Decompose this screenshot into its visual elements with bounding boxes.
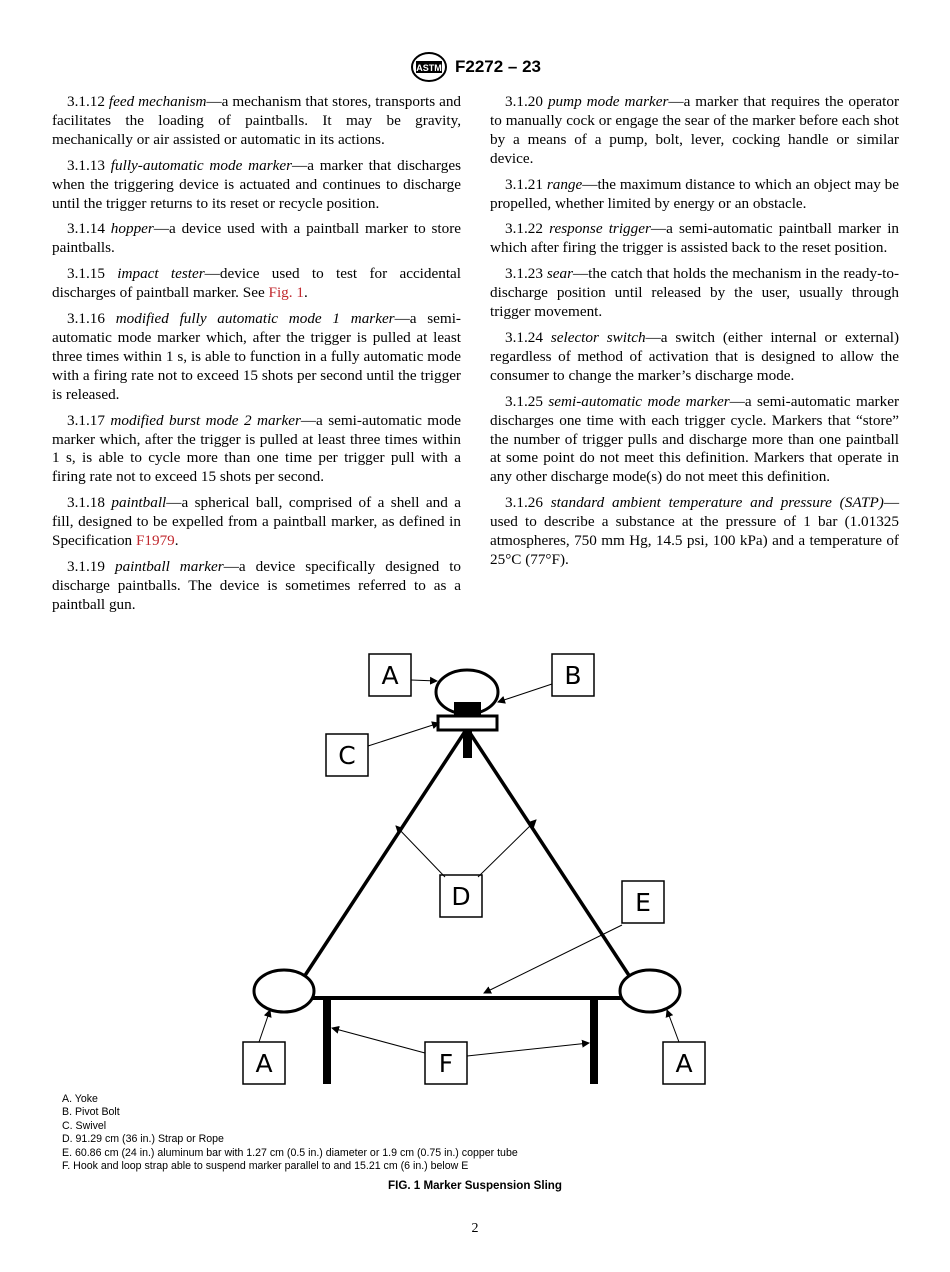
label-f: [425, 1042, 467, 1084]
page-header: [0, 52, 950, 86]
definition-3-1-20: [490, 93, 899, 169]
definition-term: impact tester: [117, 265, 205, 283]
definition-number: 3.1.12: [67, 93, 105, 110]
definition-term: paintball marker: [114, 557, 224, 575]
svg-text:D: D: [451, 882, 471, 911]
definition-3-1-12: [52, 93, 461, 150]
figure-legend: [62, 1093, 518, 1173]
definition-number: 3.1.19: [67, 557, 105, 575]
definition-text: —a device specifically designed to discharge paintballs. The device is sometimes referred to as a paintball gun.: [52, 557, 462, 613]
definition-3-1-17: [52, 412, 461, 488]
reference-link[interactable]: F1979: [135, 532, 175, 550]
definition-text: —a semi-automatic marker discharges one time with each trigger cycle. Markers that “store” the number of trigger pulls and discharge more than one paintball at some point do not meet this definition. Markers that operate in any other discharge mode(s) do not meet this definition.: [490, 392, 900, 486]
legend-item-d: D. 91.29 cm (36 in.) Strap or Rope: [62, 1133, 224, 1146]
legend-item-b: B. Pivot Bolt: [62, 1106, 120, 1119]
label-b: [552, 654, 594, 696]
definition-term: feed mechanism: [108, 93, 207, 110]
definition-term: sear: [546, 265, 573, 283]
marker-suspension-sling-figure: [0, 640, 950, 1095]
definition-3-1-16: [52, 310, 461, 405]
definition-term: paintball: [111, 494, 167, 512]
label-a-top: [369, 654, 411, 696]
legend-item-c: C. Swivel: [62, 1119, 107, 1132]
definition-text: —the catch that holds the mechanism in the ready-to-discharge position until released by the user, usually through trigger movement.: [490, 265, 899, 321]
leader-d-right: [478, 820, 536, 877]
definition-3-1-15: [52, 265, 461, 303]
definition-text: —a semi-automatic mode marker which, after the trigger is pulled at least three times within 1 s, is able to cycle more than one time per trigger pull with a firing rate not to exceed 15 shots per second.: [52, 411, 462, 486]
label-e: [622, 881, 664, 923]
definition-term: modified fully automatic mode 1 marker: [115, 310, 395, 328]
yoke-right: [620, 970, 680, 1012]
legend-item-e: E. 60.86 cm (24 in.) aluminum bar with 1.27 cm (0.5 in.) diameter or 1.9 cm (0.75 in.) copper tube: [62, 1146, 518, 1159]
definition-term: selector switch: [550, 328, 646, 346]
definition-number: 3.1.18: [67, 494, 105, 512]
label-a-left: [243, 1042, 285, 1084]
leader-f-left: [332, 1028, 425, 1053]
strap-right: [468, 730, 632, 980]
right-column: [490, 93, 899, 577]
document-id: F2272 – 23: [455, 57, 542, 76]
definition-term: response trigger: [549, 220, 651, 238]
yoke-left: [254, 970, 314, 1012]
legend-item-a: A. Yoke: [62, 1093, 98, 1105]
leader-a-top: [411, 680, 437, 681]
definition-3-1-21: [490, 176, 899, 214]
definition-number: 3.1.26: [505, 494, 543, 512]
swivel-bar: [438, 716, 497, 730]
definition-3-1-24: [490, 329, 899, 386]
definition-term: fully-automatic mode marker: [110, 156, 292, 174]
astm-logo-icon: [410, 52, 448, 82]
reference-link[interactable]: Fig. 1: [268, 284, 304, 302]
leader-c: [368, 723, 439, 746]
definition-number: 3.1.17: [67, 411, 105, 429]
svg-text:E: E: [635, 888, 651, 917]
label-d: [440, 875, 482, 917]
definition-text-end: .: [174, 532, 179, 550]
definition-term: standard ambient temperature and pressure (SATP): [550, 494, 884, 512]
legend-item-f: F. Hook and loop strap able to suspend marker parallel to and 15.21 cm (6 in.) below E: [62, 1160, 469, 1173]
definition-text: —a marker that discharges when the triggering device is actuated and continues to discharge until the trigger returns to its reset or recycle position.: [52, 156, 461, 212]
definition-term: pump mode marker: [547, 93, 669, 110]
definition-text: —a spherical ball, comprised of a shell and a fill, designed to be expelled from a paintball marker, as defined in Specification: [52, 494, 462, 550]
definition-number: 3.1.14: [67, 220, 105, 238]
leader-b: [498, 684, 552, 702]
definition-text: —a device used with a paintball marker to store paintballs.: [52, 220, 462, 257]
definition-number: 3.1.20: [505, 93, 543, 110]
definition-3-1-25: [490, 393, 899, 488]
definition-term: range: [546, 175, 583, 193]
definition-text: —a mechanism that stores, transports and facilitates the loading of paintballs. It may be gravity, mechanically or air assisted or automatic in its actions.: [52, 93, 462, 148]
definition-number: 3.1.25: [505, 392, 543, 410]
definition-3-1-14: [52, 220, 461, 258]
definition-number: 3.1.24: [505, 328, 543, 346]
leader-d-left: [396, 826, 445, 877]
definition-number: 3.1.23: [505, 265, 543, 283]
definition-3-1-13: [52, 157, 461, 214]
definition-number: 3.1.16: [67, 310, 105, 328]
svg-text:A: A: [675, 1049, 693, 1078]
definition-term: modified burst mode 2 marker: [110, 411, 301, 429]
page-number: 2: [471, 1221, 479, 1236]
left-column: [52, 93, 461, 622]
svg-text:A: A: [381, 661, 399, 690]
svg-text:A: A: [255, 1049, 273, 1078]
definition-text: —a semi-automatic mode marker which, after the trigger is pulled at least three times within 1 s, is able to function in a fully automatic mode with a firing rate not to exceed 15 shots per second until the trigger is released.: [52, 310, 461, 403]
svg-text:F: F: [438, 1049, 454, 1078]
definition-term: hopper: [110, 220, 154, 238]
label-a-right: [663, 1042, 705, 1084]
leader-a-left: [259, 1010, 270, 1042]
definition-number: 3.1.22: [505, 220, 543, 238]
definition-text: —a marker that requires the operator to manually cock or engage the sear of the marker before each shot by a means of a pump, bolt, lever, cocking handle or similar device.: [490, 93, 899, 167]
label-c: [326, 734, 368, 776]
definition-3-1-23: [490, 265, 899, 322]
svg-text:B: B: [564, 661, 582, 690]
hook-loop-strap-left: [323, 998, 331, 1084]
definition-3-1-22: [490, 220, 899, 258]
pivot-bolt-block: [454, 702, 481, 716]
definition-number: 3.1.21: [505, 175, 543, 193]
definition-text: —used to describe a substance at the pressure of 1 bar (1.01325 atmospheres, 750 mm Hg, 14.5 psi, 100 kPa) and a temperature of 25°C (77°F).: [490, 494, 899, 568]
definition-3-1-19: [52, 558, 461, 615]
svg-text:C: C: [338, 741, 356, 770]
definition-text-end: .: [303, 284, 308, 302]
definition-text: —device used to test for accidental discharges of paintball marker. See: [52, 265, 462, 302]
leader-a-right: [667, 1010, 679, 1042]
definition-term: semi-automatic mode marker: [548, 392, 730, 410]
figure-caption: FIG. 1 Marker Suspension Sling: [388, 1179, 562, 1192]
leader-f-right: [467, 1043, 589, 1056]
definition-number: 3.1.15: [67, 265, 105, 283]
svg-text:ASTM: ASTM: [416, 63, 442, 73]
definition-3-1-18: [52, 494, 461, 551]
leader-e: [484, 925, 622, 993]
hook-loop-strap-right: [590, 998, 598, 1084]
definition-3-1-26: [490, 494, 899, 570]
definition-number: 3.1.13: [67, 156, 105, 174]
definition-text: —a switch (either internal or external) regardless of method of activation that is designed to allow the consumer to change the marker’s discharge mode.: [490, 328, 900, 384]
definition-text: —a semi-automatic paintball marker in which after firing the trigger is assisted back to the reset position.: [490, 220, 900, 257]
definition-text: —the maximum distance to which an object may be propelled, whether limited by energy or an obstacle.: [490, 175, 900, 212]
